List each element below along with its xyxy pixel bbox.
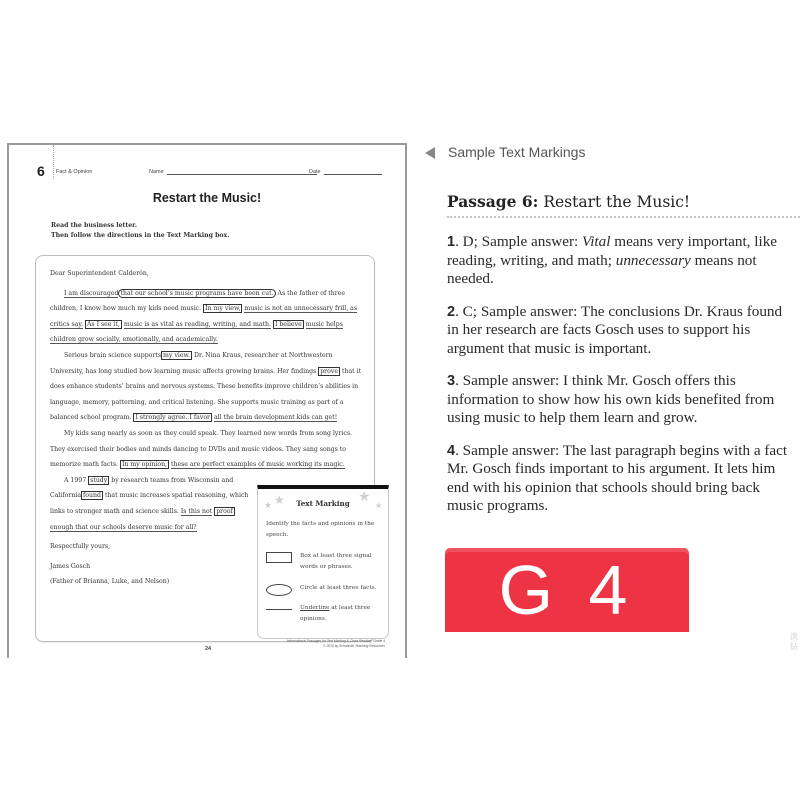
marking-rule-circle: [266, 583, 386, 594]
answer-text: . Sample answer: The last paragraph begins with a fact Mr. Gosch finds important to his argument. It lets him end with his opinion that schools should bring back music programs.: [447, 441, 788, 514]
page-number: 24: [205, 646, 212, 652]
text-span: by research teams from Wisconsin and California: [50, 476, 234, 500]
signal-box: prove: [320, 367, 339, 375]
salutation: Dear Superintendent Calderón,: [50, 270, 149, 277]
marking-rule-underline: [266, 603, 386, 625]
text-span: She supports music training as part of a balanced school program.: [50, 398, 344, 422]
answer-emphasis: Vital: [582, 233, 611, 250]
star-icon: ★: [264, 501, 273, 511]
opinion-underline: these are perfect examples of music working its magic.: [171, 461, 345, 469]
star-icon: ★: [274, 493, 285, 507]
closing: Respectfully yours,: [50, 543, 111, 551]
lesson-number: 6: [37, 163, 45, 179]
oval-symbol-icon: [266, 584, 292, 596]
underline-word: Underline: [300, 605, 330, 611]
opinion-underline: music helps children grow socially, emotionally, and academically.: [50, 320, 343, 344]
signature-note: (Father of Brianna, Luke, and Nelson): [50, 578, 170, 586]
letter-paragraph-4: [50, 473, 255, 535]
answer-emphasis: unnecessary: [615, 251, 691, 269]
star-icon: ★: [358, 489, 371, 505]
answer-item: [447, 233, 797, 289]
signal-box: found: [83, 492, 101, 500]
signal-box: As I see it,: [86, 320, 120, 328]
answer-text: . C; Sample answer: The conclusions Dr. Kraus found in her research are facts Gosch uses to support his argument that music is important.: [447, 302, 783, 357]
grade-badge: G 4: [445, 548, 689, 632]
text-span: Dr. Nina Kraus, researcher at Northwestern University, has long studied how learning music affects growing brains. Her findings: [50, 351, 333, 375]
box-symbol-icon: [266, 552, 292, 563]
marking-rule-label: [300, 603, 386, 625]
lesson-type: Fact & Opinion: [56, 169, 93, 175]
answer-text: means very important, like reading, writing, and math;: [447, 233, 778, 269]
fact-circle: that our school’s music programs have been cut.: [120, 289, 274, 297]
name-line: [167, 169, 317, 175]
answer-text: . D; Sample answer:: [455, 233, 583, 250]
text-span: that music increases spatial reasoning, which links to stronger math and science skills.: [50, 492, 249, 515]
watermark: 淡 钻: [790, 632, 798, 651]
text-span: A 1997: [64, 476, 87, 484]
opinion-underline: music is not an unnecessary frill, as critics say.: [50, 305, 358, 328]
signal-box: study: [90, 476, 108, 484]
credit-line-2: © 2015 by Scholastic Teaching Resources: [323, 644, 385, 648]
text-span: As the father of three children, I know how much my kids need music.: [50, 289, 345, 313]
worksheet-page: [7, 143, 407, 658]
answer-text: . Sample answer: I think Mr. Gosch offers this information to show how his own kids benefited from using music to help them learn and grow.: [447, 372, 775, 426]
answer-item: [447, 442, 797, 516]
signal-box: proof: [216, 507, 233, 515]
directions: [51, 221, 229, 241]
date-field: [309, 169, 382, 175]
direction-line: Read the business letter.: [51, 222, 138, 229]
letter-paragraph-1: [50, 286, 368, 348]
letter-paragraph-2: [50, 348, 368, 426]
answer-number: 2: [447, 303, 456, 320]
signal-box: I strongly agree. I favor: [135, 414, 211, 422]
underline-symbol-icon: [266, 609, 292, 610]
header-divider: [53, 145, 54, 179]
opinion-underline: music is as vital as reading, writing, and math.: [123, 320, 271, 328]
text-span: that it does enhance students’ brains and nervous systems. These benefits improve children’s abilities in language, memory, patterning, and critical listening.: [50, 367, 362, 406]
signal-box: In my opinion,: [121, 461, 168, 469]
triangle-left-icon: [425, 147, 435, 159]
section-label: Sample Text Markings: [448, 144, 586, 160]
answer-number: 1: [447, 234, 456, 250]
answer-item: [447, 372, 797, 428]
name-field: [149, 169, 317, 175]
name-label: Name: [149, 169, 164, 175]
opinion-underline: I am discouraged: [64, 289, 119, 297]
dotted-divider: [447, 216, 800, 218]
text-marking-instruction: Identify the facts and opinions in the speech.: [266, 521, 375, 538]
marking-rule-box: [266, 551, 386, 573]
date-line: [324, 169, 382, 175]
credit-line: [249, 639, 385, 649]
signal-box: my view.: [163, 351, 191, 359]
marking-rule-label: Circle at least three facts.: [300, 585, 377, 591]
credit-line-1: Informational Passages for Text Marking & Close Reading: Grade 4: [286, 639, 385, 643]
answer-list: [447, 233, 797, 530]
signature: James Gosch: [50, 562, 91, 570]
date-label: Date: [309, 169, 321, 175]
passage-title: [447, 192, 690, 211]
worksheet-header: [9, 145, 405, 185]
opinion-underline: Is this not: [180, 507, 213, 515]
star-icon: ★: [375, 501, 383, 510]
text-span: Serious brain science supports: [64, 351, 162, 359]
direction-line: Then follow the directions in the Text Marking box.: [51, 232, 230, 239]
letter-paragraph-3: [50, 426, 368, 473]
text-marking-title: Text Marking: [296, 499, 350, 508]
answer-number: 4: [447, 442, 456, 459]
text-marking-box: [257, 485, 389, 639]
answer-text: means not needed.: [447, 251, 757, 287]
marking-rule-label: Box at least three signal words or phrases.: [300, 553, 372, 570]
opinion-underline: enough that our schools deserve music for all?: [50, 523, 197, 531]
text-span: My kids sang nearly as soon as they could speak. They learned new words from song lyrics. They exercised their bodies and minds dancing to DVDs and music videos. They sang songs to memorize math facts.: [50, 429, 352, 469]
answer-number: 3: [447, 373, 456, 389]
answer-item: [447, 303, 797, 359]
passage-name: Restart the Music!: [543, 193, 691, 211]
signal-box: I believe: [274, 320, 302, 328]
signal-box: In my view,: [205, 305, 241, 313]
passage-label: Passage 6:: [447, 192, 539, 211]
worksheet-title: Restart the Music!: [152, 191, 262, 205]
label-rest: at least three opinions.: [300, 605, 371, 622]
opinion-underline: all the brain development kids can get!: [213, 414, 338, 422]
